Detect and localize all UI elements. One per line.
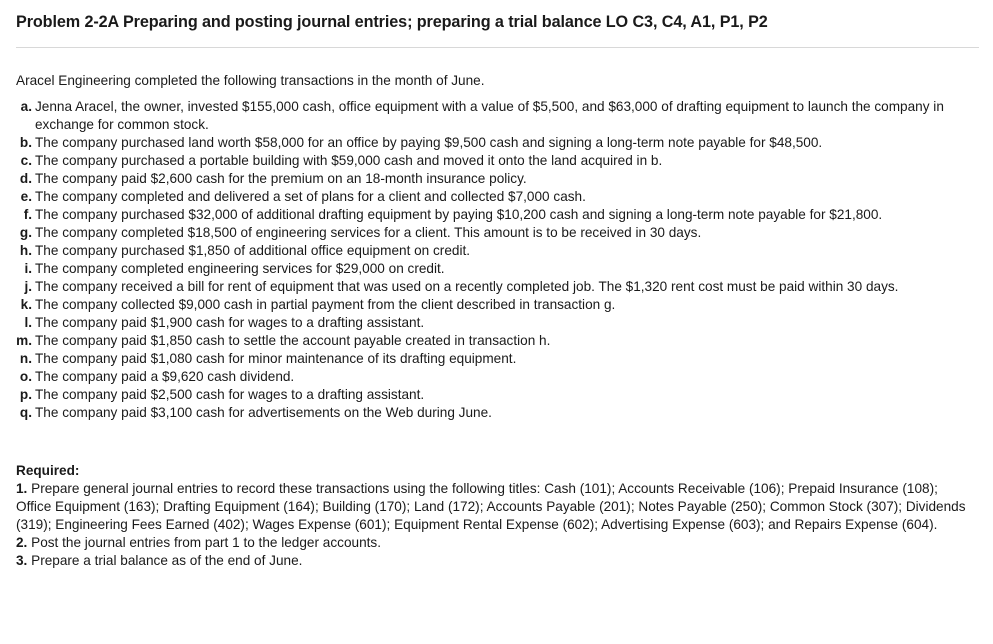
required-item (16, 534, 976, 552)
transaction-letter: o. (19, 369, 32, 384)
transaction-text: The company received a bill for rent of equipment that was used on a recently completed job. The $1,320 rent cost must be paid within 30 days. (35, 279, 899, 294)
title-divider (16, 47, 979, 48)
transaction-letter: q. (19, 405, 32, 420)
transaction-text: The company purchased land worth $58,000 for an office by paying $9,500 cash and signing a long-term note payable for $48,500. (35, 135, 823, 150)
transaction-text: The company purchased a portable building with $59,000 cash and moved it onto the land acquired in b. (35, 153, 663, 168)
transaction-item (16, 278, 979, 296)
transaction-text: The company purchased $32,000 of additional drafting equipment by paying $10,200 cash and signing a long-term note payable for $21,800. (35, 207, 883, 222)
transaction-text: The company completed engineering services for $29,000 on credit. (35, 261, 445, 276)
transaction-item (16, 314, 979, 332)
transaction-text: The company paid $2,500 cash for wages to a drafting assistant. (35, 387, 425, 402)
transaction-letter: j. (24, 279, 32, 294)
required-item (16, 480, 976, 534)
transaction-letter: m. (16, 333, 32, 348)
transaction-letter: g. (19, 225, 32, 240)
transaction-text: The company paid $1,900 cash for wages to a drafting assistant. (35, 315, 425, 330)
transaction-item (16, 386, 979, 404)
required-item-text: Prepare general journal entries to record these transactions using the following titles: Cash (101); Accounts Receivable (106); Prepaid Insurance (108); Office Equipment (163); Drafting Equipment (164); Building (170); Land (172); Accounts Payable (201); Notes Payable (250); Common Stock (307); Dividends (319); Engineering Fees Earned (402); Wages Expense (601); Equipment Rental Expense (602); Advertising Expense (603); and Repairs Expense (604). (16, 481, 966, 532)
transaction-letter: b. (19, 135, 32, 150)
transaction-letter: h. (19, 243, 32, 258)
transaction-item (16, 296, 979, 314)
transaction-text: The company paid $2,600 cash for the premium on an 18-month insurance policy. (35, 171, 527, 186)
transaction-item (16, 224, 979, 242)
transaction-text: The company paid $1,080 cash for minor maintenance of its drafting equipment. (35, 351, 517, 366)
transaction-text: The company completed and delivered a set of plans for a client and collected $7,000 cash. (35, 189, 586, 204)
transaction-item (16, 152, 979, 170)
required-list (16, 480, 979, 570)
transaction-text: The company purchased $1,850 of additional office equipment on credit. (35, 243, 471, 258)
transaction-letter: l. (24, 315, 32, 330)
transaction-item (16, 404, 979, 422)
transaction-letter: f. (23, 207, 32, 222)
transaction-text: The company paid $1,850 cash to settle the account payable created in transaction h. (35, 333, 551, 348)
transaction-text: The company paid $3,100 cash for advertisements on the Web during June. (35, 405, 492, 420)
transaction-letter: n. (19, 351, 32, 366)
transaction-letter: k. (20, 297, 32, 312)
transaction-item (16, 134, 979, 152)
required-item-number: 2. (16, 535, 28, 550)
transaction-item (16, 170, 979, 188)
transaction-item (16, 242, 979, 260)
transaction-letter: d. (19, 171, 32, 186)
transaction-text: The company completed $18,500 of engineering services for a client. This amount is to be received in 30 days. (35, 225, 702, 240)
transaction-item (16, 332, 979, 350)
transaction-item (16, 260, 979, 278)
transaction-list (16, 98, 979, 422)
transaction-letter: e. (20, 189, 32, 204)
required-title: Required: (16, 463, 80, 478)
transaction-text: The company collected $9,000 cash in partial payment from the client described in transaction g. (35, 297, 616, 312)
transaction-text: The company paid a $9,620 cash dividend. (35, 369, 295, 384)
required-item-number: 3. (16, 553, 28, 568)
transaction-text: Jenna Aracel, the owner, invested $155,000 cash, office equipment with a value of $5,500, and $63,000 of drafting equipment to launch the company in exchange for common stock. (35, 99, 944, 132)
required-item-number: 1. (16, 481, 28, 496)
required-section (16, 462, 979, 570)
required-item (16, 552, 976, 570)
required-item-text: Prepare a trial balance as of the end of June. (31, 553, 303, 568)
transaction-item (16, 206, 979, 224)
transaction-item (16, 350, 979, 368)
transaction-letter: i. (24, 261, 32, 276)
intro-text: Aracel Engineering completed the following transactions in the month of June. (16, 73, 485, 88)
transaction-letter: a. (20, 99, 32, 114)
transaction-item (16, 98, 979, 134)
required-item-text: Post the journal entries from part 1 to the ledger accounts. (31, 535, 381, 550)
problem-title: Problem 2-2A Preparing and posting journal entries; preparing a trial balance LO C3, C4, A1, P1, P2 (16, 13, 768, 31)
transaction-letter: p. (19, 387, 32, 402)
transaction-letter: c. (20, 153, 32, 168)
transaction-item (16, 188, 979, 206)
transaction-item (16, 368, 979, 386)
